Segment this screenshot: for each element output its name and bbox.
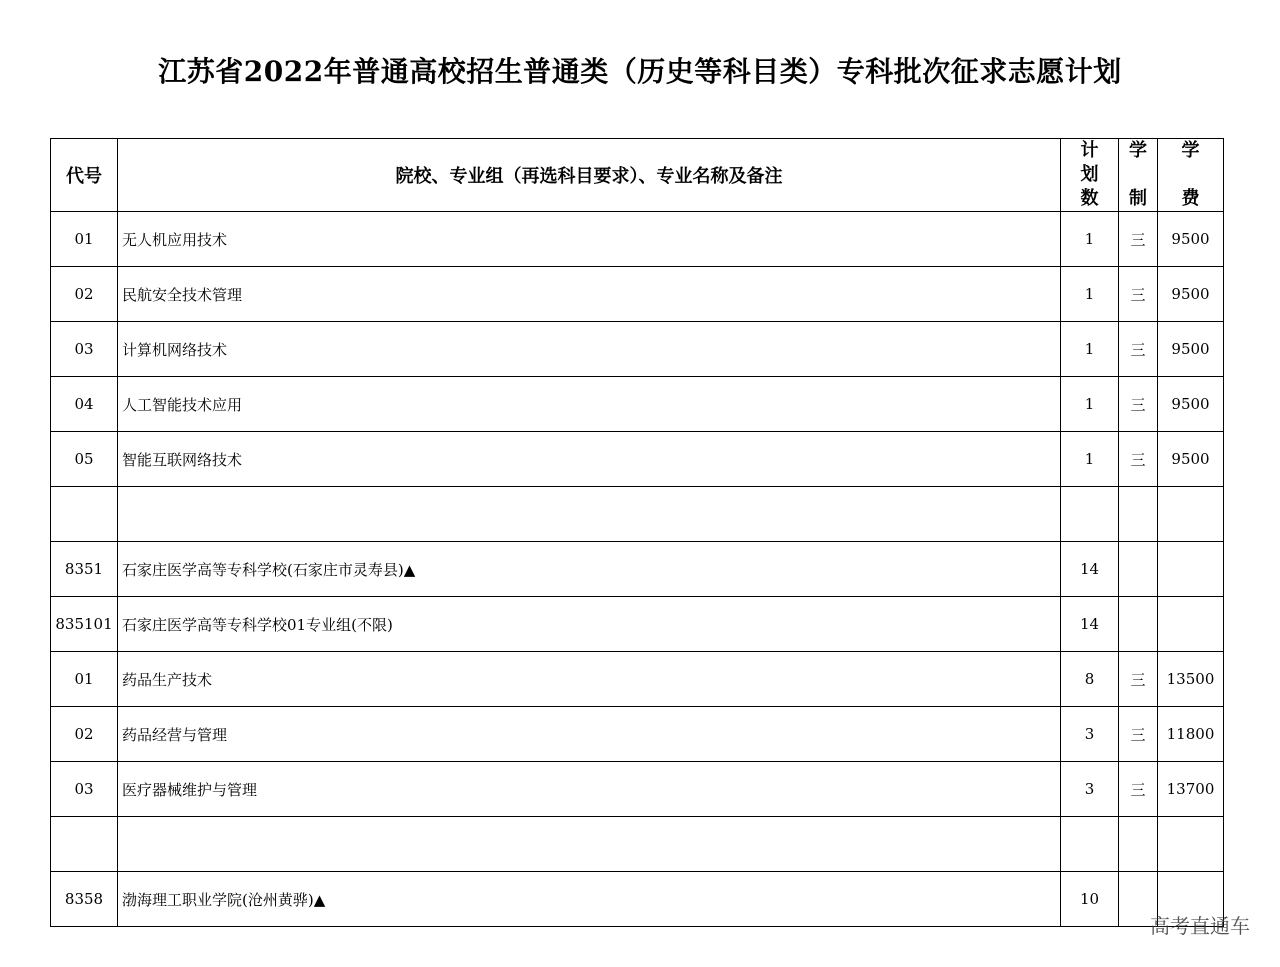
cell-name: 人工智能技术应用 [118,377,1061,432]
cell-fee: 13500 [1158,652,1224,707]
cell-plan: 14 [1061,597,1119,652]
cell-system [1119,597,1158,652]
table-row [51,432,1224,487]
cell-system: 三 [1119,322,1158,377]
cell-system: 三 [1119,267,1158,322]
cell-system [1119,542,1158,597]
table-header-row [51,139,1224,212]
table-row-empty [51,817,1224,872]
cell-plan: 3 [1061,707,1119,762]
watermark: 高考直通车 [1150,914,1250,938]
cell-name: 石家庄医学高等专科学校(石家庄市灵寿县)▲ [118,542,1061,597]
cell-code: 02 [51,267,118,322]
header-system-char: 制 [1129,188,1147,209]
cell-name: 民航安全技术管理 [118,267,1061,322]
cell-plan: 1 [1061,432,1119,487]
header-system-char: 学 [1129,140,1147,161]
cell-name: 药品经营与管理 [118,707,1061,762]
table-row-empty [51,487,1224,542]
header-fee [1158,139,1224,212]
header-name: 院校、专业组（再选科目要求）、专业名称及备注 [118,139,1061,212]
header-plan-char: 计 [1080,140,1099,161]
cell-code: 835101 [51,597,118,652]
cell-fee: 9500 [1158,212,1224,267]
cell-plan: 3 [1061,762,1119,817]
cell-fee: 9500 [1158,322,1224,377]
table-row [51,212,1224,267]
cell-name: 药品生产技术 [118,652,1061,707]
cell-system: 三 [1119,377,1158,432]
cell-plan: 14 [1061,542,1119,597]
cell-code: 03 [51,322,118,377]
header-fee-char: 费 [1181,188,1200,209]
cell-fee: 13700 [1158,762,1224,817]
cell-fee: 9500 [1158,432,1224,487]
cell-name: 渤海理工职业学院(沧州黄骅)▲ [118,872,1061,927]
cell-name [118,817,1061,872]
cell-fee [1158,817,1224,872]
cell-system: 三 [1119,212,1158,267]
cell-code: 04 [51,377,118,432]
cell-plan: 10 [1061,872,1119,927]
cell-code [51,487,118,542]
cell-name: 智能互联网络技术 [118,432,1061,487]
enrollment-plan-table [50,138,1224,927]
cell-system: 三 [1119,432,1158,487]
cell-code: 05 [51,432,118,487]
table-row [51,652,1224,707]
cell-plan: 1 [1061,322,1119,377]
cell-system [1119,817,1158,872]
cell-code [51,817,118,872]
table-row-school [51,542,1224,597]
table-row [51,322,1224,377]
table-row-school [51,872,1224,927]
cell-plan: 8 [1061,652,1119,707]
cell-fee [1158,542,1224,597]
cell-name [118,487,1061,542]
cell-fee [1158,487,1224,542]
page-title: 江苏省2022年普通高校招生普通类（历史等科目类）专科批次征求志愿计划 [158,55,1122,88]
cell-plan: 1 [1061,267,1119,322]
cell-code: 01 [51,652,118,707]
cell-code: 8351 [51,542,118,597]
header-code: 代号 [51,139,118,212]
cell-plan [1061,487,1119,542]
cell-code: 03 [51,762,118,817]
cell-name: 计算机网络技术 [118,322,1061,377]
cell-system: 三 [1119,707,1158,762]
header-system [1119,139,1158,212]
header-plan-char: 划 [1080,164,1099,185]
cell-fee [1158,597,1224,652]
table-row [51,267,1224,322]
cell-fee: 11800 [1158,707,1224,762]
cell-name: 医疗器械维护与管理 [118,762,1061,817]
cell-system [1119,487,1158,542]
table-row [51,707,1224,762]
header-plan [1061,139,1119,212]
cell-fee: 9500 [1158,377,1224,432]
cell-plan [1061,817,1119,872]
cell-plan: 1 [1061,377,1119,432]
cell-code: 02 [51,707,118,762]
cell-system: 三 [1119,652,1158,707]
cell-system: 三 [1119,762,1158,817]
cell-name: 无人机应用技术 [118,212,1061,267]
cell-fee: 9500 [1158,267,1224,322]
cell-name: 石家庄医学高等专科学校01专业组(不限) [118,597,1061,652]
cell-code: 01 [51,212,118,267]
cell-plan: 1 [1061,212,1119,267]
table-row [51,377,1224,432]
cell-code: 8358 [51,872,118,927]
header-plan-char: 数 [1080,188,1099,209]
table-row-group [51,597,1224,652]
table-row [51,762,1224,817]
header-fee-char: 学 [1181,140,1200,161]
